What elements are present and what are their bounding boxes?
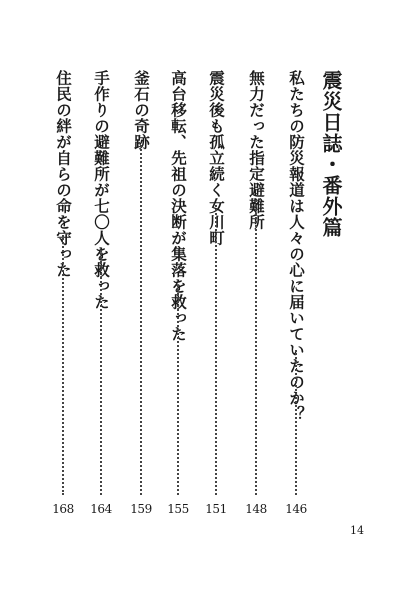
section-heading: 震災日誌・番外篇 [319,70,343,238]
toc-entry[interactable] [245,70,267,540]
dot-leader [100,250,102,495]
toc-entry-title: 高台移転、先祖の決断が集落を救った [169,70,188,342]
dot-leader [295,350,297,495]
toc-entry-title: 住民の絆が自らの命を守った [54,70,73,278]
toc-entry[interactable] [130,70,152,540]
toc-entry-page: 151 [205,502,227,516]
toc-entry-page: 159 [130,502,152,516]
toc-entry[interactable] [90,70,112,540]
toc-entry-page: 168 [52,502,74,516]
toc-entry-title: 手作りの避難所が七〇人を救った [92,70,111,310]
toc-entry-page: 148 [245,502,267,516]
toc-entry[interactable] [285,70,307,540]
dot-leader [255,200,257,495]
page-folio: 14 [350,524,364,537]
toc-entry[interactable] [52,70,74,540]
toc-entry-title: 釜石の奇跡 [132,70,151,150]
toc-entry-title: 震災後も孤立続く女川町 [207,70,226,246]
toc-entry-title: 無力だった指定避難所 [247,70,266,230]
toc-entry[interactable] [167,70,189,540]
dot-leader [62,235,64,495]
toc-entry-page: 146 [285,502,307,516]
dot-leader [215,205,217,495]
toc-entry-title: 私たちの防災報道は人々の心に届いていたのか？ [287,70,306,422]
dot-leader [177,285,179,495]
toc-entry-page: 155 [167,502,189,516]
toc-entry-page: 164 [90,502,112,516]
dot-leader [140,145,142,495]
toc-entry[interactable] [205,70,227,540]
